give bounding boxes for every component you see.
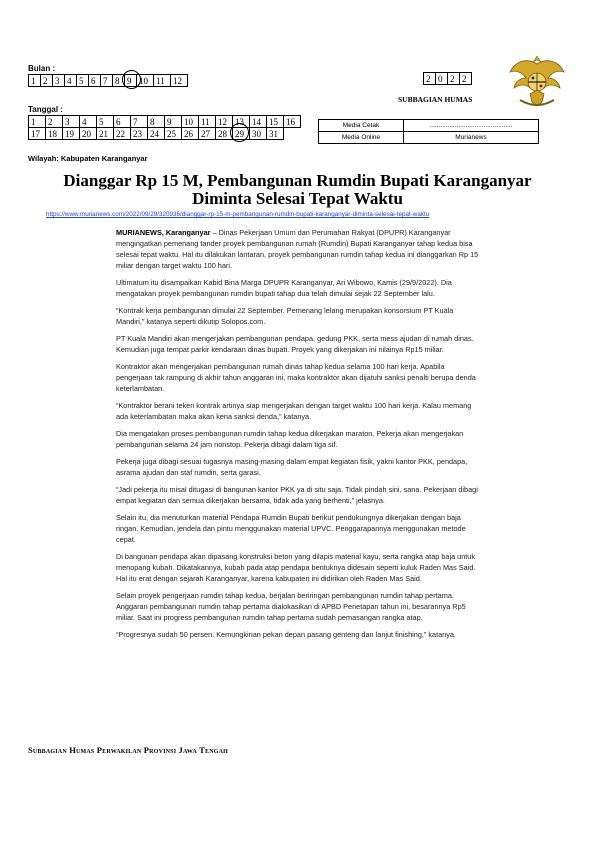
calendar-cell: 10: [182, 116, 199, 128]
article-paragraph: PT Kuala Mandiri akan mengerjakan pembangunan pendapa, gedung PKK, serta mess ajudan di rumah dinas. Kemudian juga tempat parkir kendaraan dinas bupati. Proyek yang dikerjakan ini nilainya Rp15 miliar.: [116, 334, 474, 354]
calendar-cell: 6: [89, 75, 101, 87]
article-paragraph: Ultimatum itu disampaikan Kabid Bina Marga DPUPR Karanganyar, Ari Wibowo, Kamis (29/9/2022). Dia mengatakan proyek pembangunan rumdin bupati tahap dua telah dimulai sejak 22 September lalu.: [116, 278, 452, 298]
calendar-cell: 12: [171, 75, 188, 87]
article-paragraph: Selain itu, dia menuturkan material Pendapa Rumdin Bupati berikut pendukungnya dikerjakan dengan baja ringan. Kemudian, jendela dan pintu menggunakan material UPVC. Penggarapannya menggunakan metode cepat.: [116, 513, 466, 544]
calendar-cell: 24: [148, 128, 165, 140]
month-grid: [28, 74, 188, 87]
wilayah-label: Wilayah: Kabupaten Karanganyar: [28, 154, 148, 163]
article-body: [116, 227, 480, 646]
calendar-cell: 17: [29, 128, 46, 140]
calendar-cell: 18: [46, 128, 63, 140]
calendar-cell: 5: [97, 116, 114, 128]
calendar-cell: 3: [63, 116, 80, 128]
calendar-cell: 21: [97, 128, 114, 140]
year-box: [423, 72, 472, 85]
calendar-cell: 4: [80, 116, 97, 128]
calendar-cell: 8: [113, 75, 125, 87]
calendar-cell: 0: [436, 73, 448, 85]
calendar-cell: 2: [460, 73, 472, 85]
calendar-cell: 14: [250, 116, 267, 128]
article-paragraph: Kontraktor akan mengerjakan pembangunan rumah dinas tahap kedua selama 100 hari kerja. Apabila pengerjaan tak rampung di akhir tahun anggaran ini, maka kontraktor akan dijatuhi sanksi penalti berupa denda keterlambatan.: [116, 362, 476, 393]
calendar-cell: 12: [216, 116, 233, 128]
calendar-cell: 25: [165, 128, 182, 140]
calendar-cell: 13: [233, 116, 250, 128]
calendar-cell: 9: [165, 116, 182, 128]
calendar-cell: 31: [267, 128, 284, 140]
article-paragraph: Di bangunan pendapa akan dipasang konstruksi beton yang dilapis material kayu, serta rangka atap baja untuk menopang kubah. Dikatakannya, kubah pada atap pendapa bentuknya didesain seperti kuluk Raden Mas Said. Hal itu erat dengan sejarah Karanganyar, karena kabupaten ini didirikan oleh Raden Mas Said.: [116, 552, 476, 583]
article-paragraph: “Kontraktor berani teken kontrak artinya siap mengerjakan dengan target waktu 100 hari kerja. Kalau memang ada keterlambatan maka akan kena sanksi denda,” katanya.: [116, 401, 472, 421]
article-paragraph: “Jadi pekerja itu misal ditugasi di bangunan kantor PKK ya di situ saja. Tidak pindah sini, sana. Pekerjaan dibagi empat kegiatan dan semua dikerjakan bersama, tidak ada yang berhenti,” jelasnya.: [116, 485, 478, 505]
tanggal-label: Tanggal :: [28, 105, 63, 114]
article-paragraph: Pekerja juga dibagi sesuai tugasnya masing-masing dalam empat kegiatan fisik, yakni kantor PKK, pendapa, asrama ajudan dan staf rumdin, serta garasi.: [116, 457, 468, 477]
media-table: [318, 119, 539, 144]
unit-label: SUBBAGIAN HUMAS: [398, 95, 473, 104]
article-paragraph: Selain proyek pengerjaan rumdin tahap kedua, berjalan beriringan pembangunan rumdin tahap pertama. Anggaran pembangunan rumdin tahap pertama dialokasikan di APBD Penetapan tahun ini, besarannya Rp5 miliar. Saat ini progress pembangunan rumdin tahap pertama sudah pemasangan rangka atap.: [116, 591, 466, 622]
article-url-link[interactable]: https://www.murianews.com/2022/09/29/320936/dianggar-rp-15-m-pembangunan-rumdin-bupati-karanganyar-diminta-selesai-tepat-waktu: [46, 211, 430, 218]
media-cetak-value: ..............................................: [404, 120, 539, 132]
calendar-cell: 8: [148, 116, 165, 128]
article-dateline: MURIANEWS, Karanganyar: [116, 228, 211, 237]
calendar-cell: 4: [65, 75, 77, 87]
calendar-cell: 11: [154, 75, 171, 87]
article-lead-text: – Dinas Pekerjaan Umum dan Perumahan Rakyat (DPUPR) Karanganyar mengingatkan pemenang tander proyek pembangunan rumah (Rumdin) Bupati Karanganyar tahap kedua bisa selesai tepat waktu. Hal itu dilakukan lantaran, proyek pembangunan rumdin tahap kedua ini dianggarkan Rp 15 miliar dengan target waktu 100 hari.: [116, 228, 479, 270]
footer-text: Subbagian Humas Perwakilan Provinsi Jawa Tengah: [28, 745, 228, 755]
media-online-label: Media Online: [319, 132, 404, 144]
calendar-cell: 19: [63, 128, 80, 140]
calendar-cell: 23: [131, 128, 148, 140]
calendar-cell: 30: [250, 128, 267, 140]
calendar-cell: 2: [41, 75, 53, 87]
calendar-cell: 15: [267, 116, 284, 128]
calendar-cell: 28: [216, 128, 233, 140]
calendar-cell: 7: [101, 75, 113, 87]
calendar-cell: 1: [29, 116, 46, 128]
calendar-cell: 27: [199, 128, 216, 140]
calendar-cell: 20: [80, 128, 97, 140]
article-paragraph: “Progresnya sudah 50 persen. Kemungkinan pekan depan pasang genteng dan lanjut finishing,” katanya.: [116, 630, 456, 639]
calendar-cell: 7: [131, 116, 148, 128]
calendar-cell: 1: [29, 75, 41, 87]
calendar-cell: 6: [114, 116, 131, 128]
calendar-cell: 22: [114, 128, 131, 140]
article-lead: [116, 227, 480, 271]
date-grid: [28, 115, 301, 140]
media-online-value: Murianews: [404, 132, 539, 144]
headline-line1: Dianggar Rp 15 M, Pembangunan Rumdin Bupati Karanganyar: [63, 171, 532, 190]
media-cetak-label: Media Cetak: [319, 120, 404, 132]
calendar-cell: 2: [448, 73, 460, 85]
calendar-cell: 3: [53, 75, 65, 87]
headline: [40, 172, 555, 208]
article-paragraph: “Kontrak kerja pembangunan dimulai 22 September. Pemenang lelang merupakan konsorsium PT Kuala Mandiri,” katanya seperti dikutip Solopos.com.: [116, 306, 454, 326]
bulan-label: Bulan :: [28, 64, 56, 73]
calendar-cell: 16: [284, 116, 301, 128]
article-paragraph: Dia mengatakan proses pembangunan rumdin tahap kedua dikerjakan maraton. Pekerja akan mengerjakan pembangunan selama 24 jam nonstop. Pekerja dibagi dalam tiga sif.: [116, 429, 464, 449]
calendar-cell: 5: [77, 75, 89, 87]
headline-line2: Diminta Selesai Tepat Waktu: [192, 189, 403, 208]
calendar-cell: 10: [137, 75, 154, 87]
selected-cell: 9: [125, 75, 137, 87]
selected-cell: 29: [233, 128, 250, 140]
calendar-cell: 2: [46, 116, 63, 128]
calendar-cell: 26: [182, 128, 199, 140]
garuda-emblem-logo: [506, 50, 568, 112]
calendar-cell: 11: [199, 116, 216, 128]
calendar-cell: 2: [424, 73, 436, 85]
